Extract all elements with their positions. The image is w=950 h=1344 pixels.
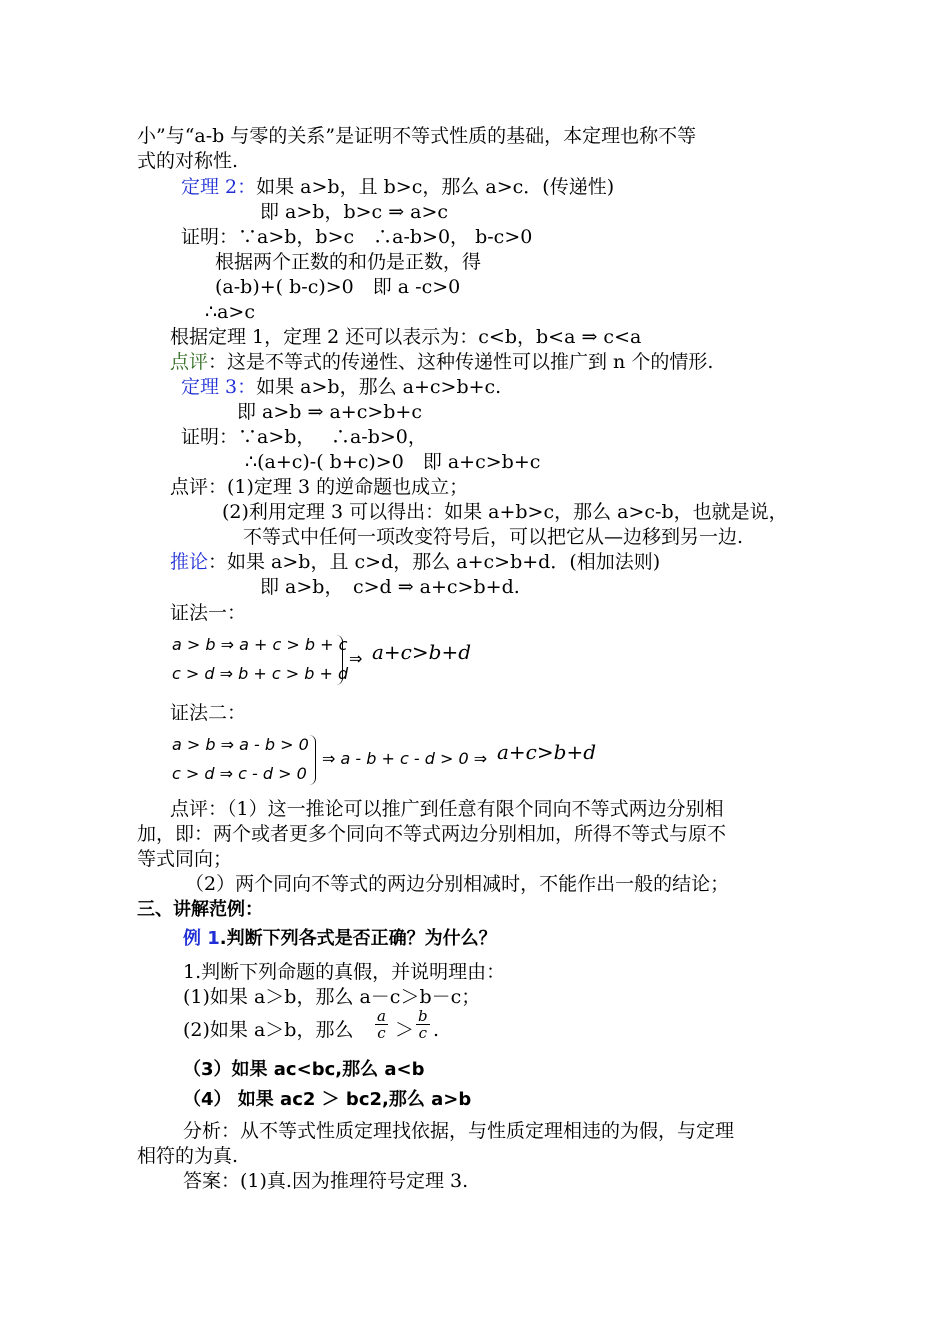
question-2: (2)如果 a＞b，那么 (183, 1019, 354, 1041)
theorem-3-text: 如果 a>b，那么 a+c>b+c. (256, 376, 502, 398)
corollary-symbolic: 即 a>b， c>d ⇒ a+c>b+d. (260, 576, 520, 598)
theorem-3-symbolic: 即 a>b ⇒ a+c>b+c (237, 401, 422, 423)
section-heading: 三、讲解范例： (137, 899, 263, 920)
proof-line: 根据两个正数的和仍是正数，得 (215, 251, 482, 273)
example-1 (183, 927, 497, 951)
theorem-2-text: 如果 a>b，且 b>c，那么 a>c．(传递性) (256, 176, 615, 198)
comment-1 (170, 350, 713, 374)
theorem-2-alt: 根据定理 1，定理 2 还可以表示为：c<b，b<a ⇒ c<a (170, 326, 642, 348)
method-1-result: a+c>b+d (372, 640, 472, 664)
text-line: 式的对称性. (137, 150, 239, 172)
fraction-numerator: a (377, 1007, 386, 1025)
method-1-arrow: ⇒ (349, 649, 363, 668)
comment-text: ：这是不等式的传递性、这种传递性可以推广到 n 个的情形. (208, 351, 714, 373)
greater-than: ＞ (395, 1019, 415, 1041)
theorem-3 (181, 375, 501, 399)
comment-2: 不等式中任何一项改变符号后，可以把它从—边移到另一边. (243, 526, 744, 548)
fraction (416, 1008, 430, 1041)
method-1-title: 证法一： (170, 602, 247, 624)
brace (336, 635, 343, 685)
proof-line: 证明：∵a>b，b>c ∴a-b>0， b-c>0 (181, 226, 533, 248)
theorem-2-symbolic: 即 a>b，b>c ⇒ a>c (260, 201, 449, 223)
method-2-chain: ⇒ a - b + c - d > 0 ⇒ (322, 749, 488, 768)
question-intro: 1.判断下列命题的真假，并说明理由： (183, 961, 506, 983)
period: . (433, 1019, 440, 1041)
brace (309, 735, 316, 785)
proof-line: 证明：∵a>b， ∴a-b>0， (181, 426, 427, 448)
question-1: (1)如果 a＞b，那么 a－c＞b－c； (183, 986, 481, 1008)
theorem-2 (181, 175, 614, 199)
proof-line: ∴a>c (205, 301, 255, 323)
fraction-denominator: c (375, 1024, 388, 1041)
answer: 答案：(1)真.因为推理符号定理 3. (183, 1170, 469, 1192)
question-4: （4） 如果 ac2 ＞ bc2,那么 a>b (183, 1089, 472, 1110)
method-2-row: c > d ⇒ c - d > 0 (172, 764, 307, 783)
fraction-denominator: c (416, 1024, 430, 1041)
example-label: 例 1 (183, 928, 220, 949)
fraction (375, 1008, 388, 1041)
comment-3: 等式同向； (137, 848, 233, 870)
proof-line: (a-b)+( b-c)>0 即 a -c>0 (215, 276, 461, 298)
comment-2: 点评：(1)定理 3 的逆命题也成立； (170, 476, 469, 498)
theorem-3-label: 定理 3： (181, 376, 257, 398)
analysis: 相符的为真. (137, 1145, 239, 1167)
text-line: 小”与“a-b 与零的关系”是证明不等式性质的基础，本定理也称不等 (137, 125, 697, 147)
corollary (170, 550, 660, 574)
proof-line: ∴(a+c)-( b+c)>0 即 a+c>b+c (245, 451, 541, 473)
comment-3: 点评：（1）这一推论可以推广到任意有限个同向不等式两边分别相 (170, 798, 724, 820)
method-2-title: 证法二： (170, 702, 247, 724)
fraction-numerator: b (418, 1007, 428, 1025)
theorem-2-label: 定理 2： (181, 176, 257, 198)
question-3: （3）如果 ac<bc,那么 a<b (183, 1059, 425, 1080)
method-1-row: c > d ⇒ b + c > b + d (172, 664, 349, 683)
comment-3: （2）两个同向不等式的两边分别相减时，不能作出一般的结论； (185, 873, 730, 895)
method-2-result: a+c>b+d (497, 740, 597, 764)
comment-label: 点评 (170, 351, 209, 373)
corollary-text: ：如果 a>b，且 c>d，那么 a+c>b+d．(相加法则) (208, 551, 661, 573)
comment-3: 加，即：两个或者更多个同向不等式两边分别相加，所得不等式与原不 (137, 823, 727, 845)
example-text: .判断下列各式是否正确？为什么？ (219, 928, 497, 949)
corollary-label: 推论 (170, 551, 209, 573)
analysis: 分析：从不等式性质定理找依据，与性质定理相违的为假，与定理 (183, 1120, 735, 1142)
comment-2: (2)利用定理 3 可以得出：如果 a+b>c，那么 a>c-b，也就是说， (222, 501, 788, 523)
method-2-row: a > b ⇒ a - b > 0 (172, 735, 309, 754)
method-1-row: a > b ⇒ a + c > b + c (172, 635, 348, 654)
